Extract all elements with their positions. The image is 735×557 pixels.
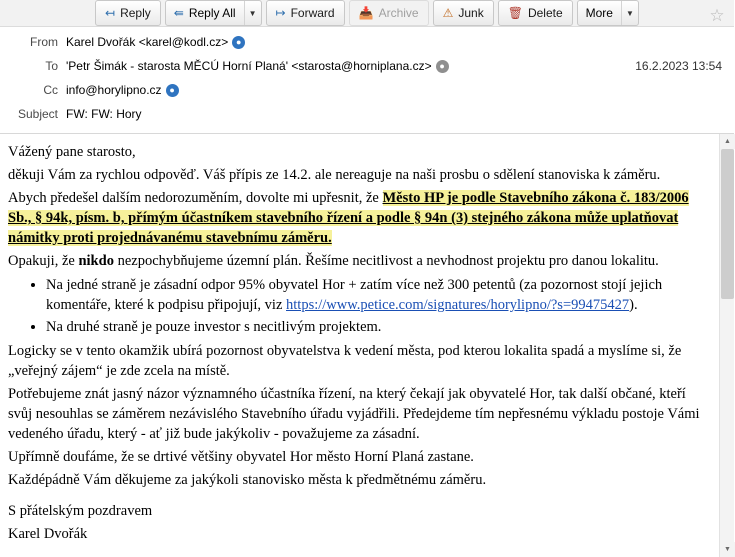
reply-all-button[interactable]: [165, 0, 262, 26]
body-spacer: [8, 493, 712, 501]
body-bullet-list: [8, 275, 712, 337]
message-body: [0, 134, 734, 557]
forward-icon: ↦: [275, 6, 286, 20]
bullet-1-suffix: ).: [629, 297, 638, 313]
list-item: [46, 275, 712, 315]
scroll-down-icon[interactable]: ▼: [720, 542, 735, 557]
security-badge-icon[interactable]: ●: [232, 36, 245, 49]
body-paragraph-3-bold: nikdo: [78, 253, 114, 269]
body-greeting: Vážený pane starosto,: [8, 144, 136, 160]
body-paragraph-6: Upřímně doufáme, že se drtivé většiny obyvatel Hor město Horní Planá zastane.: [8, 449, 474, 465]
body-paragraph-2-highlight: Město HP je podle Stavebního zákona č. 183/2006 Sb., § 94k, písm. b, přímým účastníkem stavebního řízení a podle § 94n (3) stejného zákona může uplatňovat námitky proti projednávanému stavebnímu záměru.: [8, 190, 689, 246]
to-row: [8, 57, 726, 77]
chevron-down-icon[interactable]: ▼: [244, 1, 261, 25]
reply-button-label: Reply: [120, 6, 151, 20]
from-address[interactable]: Karel Dvořák <karel@kodl.cz>: [66, 35, 229, 49]
more-button-label: More: [585, 6, 613, 20]
junk-button-label: Junk: [458, 6, 484, 20]
scroll-up-icon[interactable]: ▲: [720, 134, 735, 149]
to-value: [66, 57, 726, 75]
junk-button[interactable]: [433, 0, 494, 26]
cc-row: [8, 81, 726, 101]
from-row: [8, 33, 726, 53]
to-label: To: [45, 59, 58, 73]
reply-icon: ↤: [105, 6, 116, 20]
subject-value-wrap: [66, 105, 726, 123]
archive-button-label: Archive: [378, 6, 419, 20]
bullet-1-prefix: Na jedné straně je zásadní odpor 95% obyvatel Hor + zatím více než 300 petentů (za pozornost stojí jejich komentáře, které k podpisu připojují, viz: [46, 277, 663, 313]
body-paragraph-5: Potřebujeme znát jasný názor významného účastníka řízení, na který čekají jak obyvatelé Hor, tak další občané, kteří svůj nesouhlas se záměrem nezávislého Stavebního úřadu vyjádřili. Předejdeme tím nepřesnému výkladu postoje Vámi vedeného úřadu, který - ať již bude jakýkoliv - považujeme za zásadní.: [8, 386, 700, 442]
from-label: From: [30, 35, 58, 49]
forward-button-label: Forward: [290, 6, 335, 20]
body-sign-off: S přátelským pozdravem: [8, 503, 153, 519]
body-paragraph-3-prefix: Opakuji, že: [8, 253, 79, 269]
list-item: [46, 317, 712, 337]
archive-icon: 📥: [358, 6, 374, 20]
message-date: 16.2.2023 13:54: [635, 59, 722, 73]
body-paragraph-3: [8, 251, 712, 271]
forward-button[interactable]: [266, 0, 345, 26]
subject-row: [8, 105, 726, 125]
junk-icon: ⚠: [442, 6, 454, 20]
to-address[interactable]: 'Petr Šimák - starosta MĚCÚ Horní Planá' <starosta@horniplana.cz>: [66, 59, 432, 73]
subject-label: Subject: [17, 107, 58, 121]
message-toolbar: [0, 0, 734, 27]
security-badge-icon[interactable]: ●: [436, 60, 449, 73]
scrollbar-thumb[interactable]: [721, 149, 734, 299]
security-badge-icon[interactable]: ●: [166, 84, 179, 97]
body-paragraph-7: Každépádně Vám děkujeme za jakýkoli stanovisko města k předmětnému záměru.: [8, 472, 487, 488]
delete-icon: 🗑: [507, 6, 523, 20]
reply-all-button-label: Reply All: [188, 6, 236, 20]
bullet-2-text: Na druhé straně je pouze investor s necitlivým projektem.: [46, 319, 382, 335]
more-button[interactable]: [577, 0, 639, 26]
cc-label: Cc: [43, 83, 58, 97]
reply-all-icon: ⇚: [173, 6, 184, 20]
star-icon[interactable]: ☆: [709, 6, 725, 25]
more-button-main[interactable]: [578, 1, 621, 25]
cc-address[interactable]: info@horylipno.cz: [66, 83, 162, 97]
delete-button[interactable]: [498, 0, 573, 26]
body-scrollbar[interactable]: [719, 134, 734, 557]
body-signature: Karel Dvořák: [8, 526, 88, 542]
message-header: [0, 27, 734, 134]
reply-all-button-main[interactable]: [166, 1, 244, 25]
delete-button-label: Delete: [527, 6, 563, 20]
body-paragraph-2: [8, 188, 712, 248]
body-paragraph-2-prefix: Abych předešel dalším nedorozuměním, dovolte mi upřesnit, že: [8, 190, 383, 206]
chevron-down-icon[interactable]: ▼: [621, 1, 638, 25]
body-paragraph-3-suffix: nezpochybňujeme územní plán. Řešíme necitlivost a nevhodnost projektu pro danou lokalitu.: [113, 253, 659, 269]
body-paragraph-4: Logicky se v tento okamžik ubírá pozornost obyvatelstva k vedení města, pod kterou lokalita spadá a myslíme si, že „veřejný zájem“ je zde zcela na místě.: [8, 343, 682, 379]
cc-value: [66, 81, 726, 99]
from-value: [66, 33, 726, 51]
message-body-pane: [0, 134, 734, 557]
reply-button[interactable]: [95, 0, 161, 26]
body-paragraph-1: děkuji Vám za rychlou odpověď. Váš přípis ze 14.2. ale nereaguje na naši prosbu o sdělení stanoviska k záměru.: [8, 167, 661, 183]
archive-button[interactable]: [349, 0, 429, 26]
petition-link[interactable]: https://www.petice.com/signatures/horylipno/?s=99475427: [286, 297, 630, 313]
subject-value: FW: FW: Hory: [66, 107, 142, 121]
